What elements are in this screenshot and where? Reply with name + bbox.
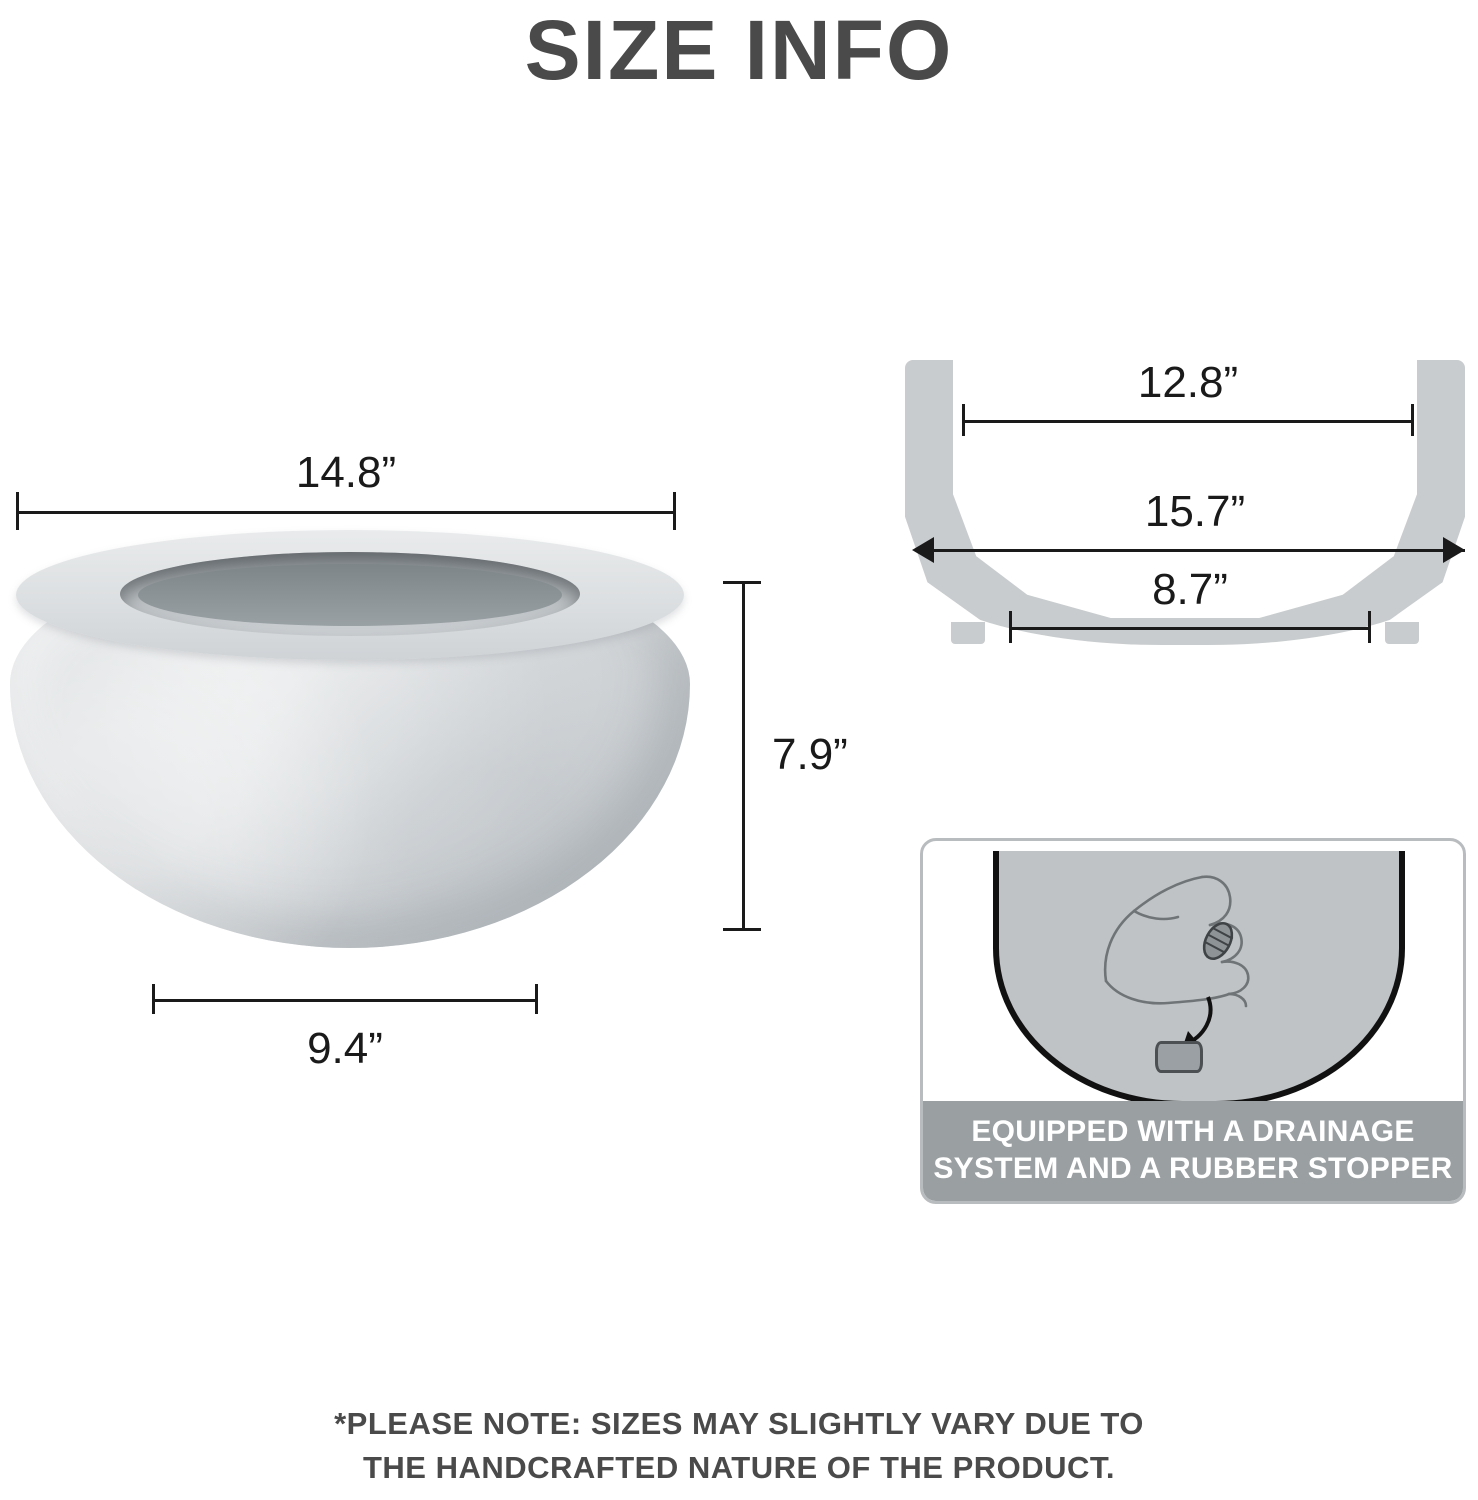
base-diameter-tick-right <box>535 984 538 1014</box>
drainage-feature-card <box>920 838 1466 1204</box>
planter-photo <box>10 530 690 950</box>
base-diameter-dimension-line <box>152 999 538 1002</box>
top-diameter-label: 14.8” <box>295 448 397 497</box>
height-tick-bottom <box>723 928 761 931</box>
section-foot-left <box>951 622 985 644</box>
height-label: 7.9” <box>772 730 848 779</box>
height-tick-top <box>723 581 761 584</box>
bottom-inner-width-label: 8.7” <box>1152 565 1228 614</box>
drainage-caption-line1: EQUIPPED WITH A DRAINAGE <box>971 1115 1415 1148</box>
rubber-stopper-icon <box>1155 1041 1203 1073</box>
base-diameter-label: 9.4” <box>307 1024 383 1073</box>
outer-width-arrow-right-icon <box>1443 537 1465 563</box>
bottom-inner-width-tick-left <box>1009 611 1012 643</box>
footnote <box>0 1402 1478 1490</box>
bottom-inner-width-dimension-line <box>1009 627 1371 630</box>
inner-top-width-dimension-line <box>962 420 1414 423</box>
footnote-line2: THE HANDCRAFTED NATURE OF THE PRODUCT. <box>362 1450 1116 1485</box>
footnote-line1: *PLEASE NOTE: SIZES MAY SLIGHTLY VARY DUE TO <box>334 1406 1144 1441</box>
drainage-caption-line2: SYSTEM AND A RUBBER STOPPER <box>933 1152 1453 1185</box>
inner-top-width-label: 12.8” <box>1137 358 1239 407</box>
outer-width-label: 15.7” <box>1144 487 1246 536</box>
planter-inner-cavity <box>138 564 562 626</box>
height-dimension-line <box>742 581 745 931</box>
top-diameter-dimension-line <box>16 511 676 514</box>
inner-top-width-tick-right <box>1411 404 1414 436</box>
drainage-caption <box>923 1101 1463 1201</box>
inner-top-width-tick-left <box>962 404 965 436</box>
page-title: SIZE INFO <box>524 3 954 97</box>
base-diameter-tick-left <box>152 984 155 1014</box>
outer-width-arrow-left-icon <box>912 537 934 563</box>
outer-width-dimension-line <box>925 549 1465 552</box>
bottom-inner-width-tick-right <box>1368 611 1371 643</box>
section-foot-right <box>1385 622 1419 644</box>
